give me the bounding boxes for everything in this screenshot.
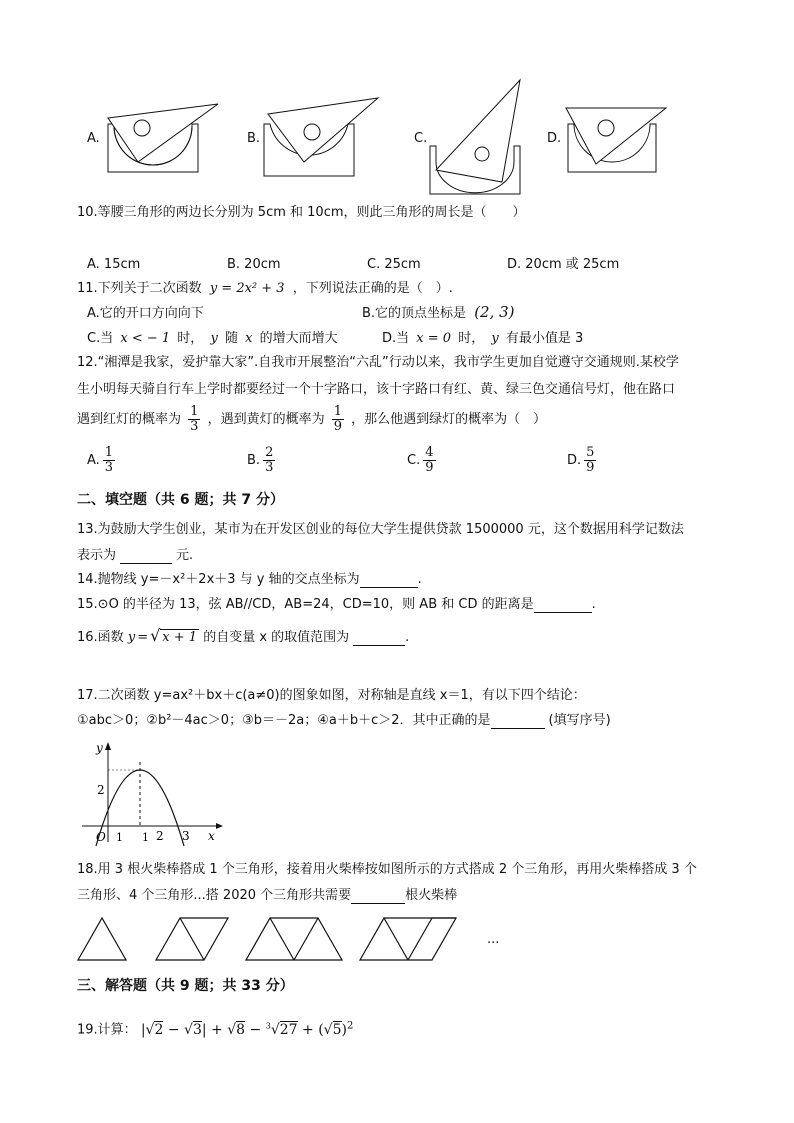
q11-option-c-mid: 时， — [177, 331, 204, 346]
q16-sqrt-sign: √ — [150, 626, 161, 645]
denominator: 9 — [333, 419, 343, 434]
q10-stem: 10.等腰三角形的两边长分别为 5cm 和 10cm，则此三角形的周长是（ ） — [77, 205, 526, 220]
y-axis-label: y — [96, 741, 103, 755]
q9-figure-c — [426, 78, 526, 198]
q16-end: . — [405, 630, 410, 645]
x-tick-neg-1: 1 — [116, 831, 123, 844]
q18-ellipsis: ... — [487, 932, 500, 947]
x-tick-3: 3 — [182, 829, 190, 843]
sqrt-2: 2 — [154, 1021, 164, 1038]
q9-figure-a — [100, 96, 230, 178]
q15 — [77, 597, 596, 613]
minus-sign: − — [249, 1021, 262, 1038]
q9-figure-b — [260, 96, 390, 182]
q12-option-a — [87, 446, 118, 475]
q19-label: 19.计算： — [77, 1022, 137, 1038]
q18-line-2 — [77, 888, 457, 904]
numerator: 1 — [333, 404, 343, 419]
q11-option-c — [87, 331, 338, 347]
option-fraction — [103, 446, 115, 475]
q17-answer-blank[interactable] — [491, 716, 545, 729]
numerator: 2 — [265, 445, 274, 460]
cbrt-27: 27 — [279, 1021, 298, 1038]
q13-line-1: 13.为鼓励大学生创业，某市为在开发区创业的每位大学生提供贷款 1500000 元，这个数据用科学记数法 — [77, 522, 684, 537]
q16-pre: 16.函数 — [77, 630, 124, 645]
numerator: 1 — [190, 404, 199, 419]
q17-line-2-a: ①abc＞0；②b²－4ac＞0；③b＝－2a；④a＋b＋c＞2．其中正确的是 — [77, 713, 491, 728]
q11-option-d-mid: 时， — [458, 331, 485, 346]
abs-bar-left: | — [140, 1021, 146, 1038]
sqrt-3: 3 — [192, 1021, 202, 1038]
q18-line-2-b: 根火柴棒 — [405, 888, 458, 903]
q12-line-3-b: ，遇到黄灯的概率为 — [207, 412, 325, 427]
q12-line-3-a: 遇到红灯的概率为 — [77, 412, 182, 427]
q15-end: . — [591, 597, 596, 612]
four-triangles — [360, 918, 456, 960]
y-axis-arrow — [105, 742, 111, 750]
three-triangles — [246, 918, 342, 960]
q11-option-c-pre: C.当 — [87, 331, 114, 346]
power-2: 2 — [346, 1020, 354, 1031]
q13-line-2-b: 元. — [176, 548, 194, 563]
q9-figure-d — [562, 96, 672, 178]
q10-option-d: D. 20cm 或 25cm — [507, 257, 620, 272]
q11-stem-pre: 11.下列关于二次函数 — [77, 281, 202, 296]
q12-line-2: 生小明每天骑自行车上学时都要经过一个十字路口，该十字路口有红、黄、绿三色交通信号灯，他在路口 — [77, 382, 676, 397]
q18-answer-blank[interactable] — [351, 891, 405, 904]
section-2-heading: 二、填空题（共 6 题；共 7 分） — [77, 492, 284, 508]
q12-option-d — [567, 446, 599, 475]
q14-answer-blank[interactable] — [360, 575, 418, 588]
x-axis-arrow — [216, 823, 223, 829]
plus-sign: + — [302, 1021, 314, 1038]
numerator: 4 — [425, 445, 434, 460]
sqrt-5: 5 — [332, 1021, 342, 1038]
q14-text: 14.抛物线 y=－x²＋2x＋3 与 y 轴的交点坐标为 — [77, 572, 360, 587]
q11-option-c-x: x — [245, 331, 253, 346]
q12-line-3 — [77, 405, 546, 434]
paren-left: ( — [318, 1021, 324, 1038]
cube-root-index: 3 — [265, 1021, 271, 1030]
numerator: 1 — [104, 445, 114, 460]
q11-option-b-point: (2, 3) — [474, 303, 515, 321]
q19 — [77, 1018, 353, 1039]
q10-option-b: B. 20cm — [227, 257, 281, 272]
denominator: 9 — [425, 460, 434, 475]
q15-answer-blank[interactable] — [534, 600, 592, 613]
q18-matchstick-triangles — [76, 912, 516, 964]
y-tick-2: 2 — [97, 783, 105, 797]
q9-option-b-label: B. — [247, 131, 261, 146]
q11-stem-post: ，下列说法正确的是（ ）. — [292, 281, 453, 296]
q18-line-1: 18.用 3 根火柴棒搭成 1 个三角形，接着用火柴棒按如图所示的方式搭成 2 个三角形，再用火柴棒搭成 3 个 — [77, 862, 697, 877]
sqrt-8: 8 — [236, 1021, 246, 1038]
q11-option-d-cond: x = 0 — [416, 331, 452, 346]
q17-line-2 — [77, 713, 611, 729]
q16-answer-blank[interactable] — [353, 633, 405, 646]
q11-option-c-cond: x < − 1 — [120, 331, 171, 346]
origin-label: O — [96, 830, 106, 844]
q17-line-1: 17.二次函数 y=ax²＋bx＋c(a≠0)的图象如图，对称轴是直线 x＝1，有以下四个结论： — [77, 688, 586, 703]
q12-fraction-yellow — [332, 405, 344, 434]
q11-option-b — [362, 304, 515, 322]
q9-option-d-label: D. — [547, 131, 562, 146]
option-fraction — [423, 446, 435, 475]
x-tick-2: 2 — [156, 829, 164, 843]
denominator: 3 — [190, 419, 199, 434]
q11-option-c-y: y — [210, 331, 218, 346]
q14 — [77, 572, 422, 588]
q16-func-y: y — [127, 630, 136, 645]
two-triangles — [156, 918, 228, 960]
paren-right: ) — [341, 1021, 347, 1038]
q15-text: 15.⊙O 的半径为 13，弦 AB//CD，AB=24，CD=10，则 AB 和 CD 的距离是 — [77, 597, 534, 612]
q12-option-c — [407, 446, 439, 475]
option-fraction — [263, 446, 275, 475]
sqrt-sign: √ — [323, 1021, 333, 1038]
sqrt-sign: √ — [184, 1021, 193, 1038]
q12-option-b — [247, 446, 278, 475]
option-label: C. — [407, 453, 421, 468]
sqrt-sign: √ — [270, 1021, 280, 1038]
q11-option-d-y: y — [491, 331, 499, 346]
q11-stem — [77, 281, 453, 297]
sqrt-sign: √ — [227, 1021, 237, 1038]
denominator: 3 — [104, 460, 114, 475]
q19-expression — [141, 1022, 354, 1038]
minus-sign: − — [167, 1021, 180, 1038]
q16-func-eq: = — [137, 630, 149, 645]
denominator: 3 — [265, 460, 274, 475]
q12-line-1: 12.“湘潭是我家，爱护靠大家”.自我市开展整治“六乱”行动以来，我市学生更加自觉遵守交通规则.某校学 — [77, 355, 679, 370]
q12-line-3-c: ，那么他遇到绿灯的概率为（ ） — [351, 412, 547, 427]
q18-line-2-a: 三角形、4 个三角形...搭 2020 个三角形共需要 — [77, 888, 352, 903]
option-label: B. — [247, 453, 261, 468]
q11-option-d-post: 有最小值是 3 — [505, 331, 584, 346]
q10-option-c: C. 25cm — [367, 257, 421, 272]
q9-option-a-label: A. — [87, 131, 100, 146]
q17-line-2-b: (填写序号) — [548, 713, 611, 728]
q17-parabola-graph — [78, 738, 228, 848]
denominator: 9 — [586, 460, 595, 475]
option-label: A. — [87, 453, 100, 468]
numerator: 5 — [586, 445, 595, 460]
q11-option-c-mid2: 随 — [224, 331, 238, 346]
sqrt-sign: √ — [145, 1021, 155, 1038]
q11-option-d-pre: D.当 — [382, 331, 410, 346]
option-fraction — [584, 446, 596, 475]
q10-option-a: A. 15cm — [87, 257, 141, 272]
q11-option-a: A.它的开口方向向下 — [87, 306, 204, 321]
q16 — [77, 628, 409, 646]
q13-line-2 — [77, 548, 193, 564]
section-3-heading: 三、解答题（共 9 题；共 33 分） — [77, 978, 294, 994]
q14-end: . — [417, 572, 422, 587]
one-triangle — [78, 918, 126, 960]
x-tick-1: 1 — [142, 831, 149, 844]
q11-option-b-text: B.它的顶点坐标是 — [362, 306, 467, 321]
q12-fraction-red — [188, 405, 200, 434]
q13-answer-blank[interactable] — [120, 551, 172, 564]
q16-post: 的自变量 x 的取值范围为 — [203, 630, 350, 645]
option-label: D. — [567, 453, 582, 468]
q11-function: y = 2x² + 3 — [209, 281, 285, 296]
q9-option-c-label: C. — [414, 131, 428, 146]
q13-line-2-a: 表示为 — [77, 548, 117, 563]
x-axis-label: x — [208, 829, 215, 843]
q16-sqrt-arg: x + 1 — [162, 630, 198, 645]
q11-option-c-post: 的增大而增大 — [259, 331, 338, 346]
plus-sign: + — [211, 1021, 223, 1038]
abs-bar-right: | — [201, 1021, 207, 1038]
q11-option-d — [382, 331, 583, 347]
